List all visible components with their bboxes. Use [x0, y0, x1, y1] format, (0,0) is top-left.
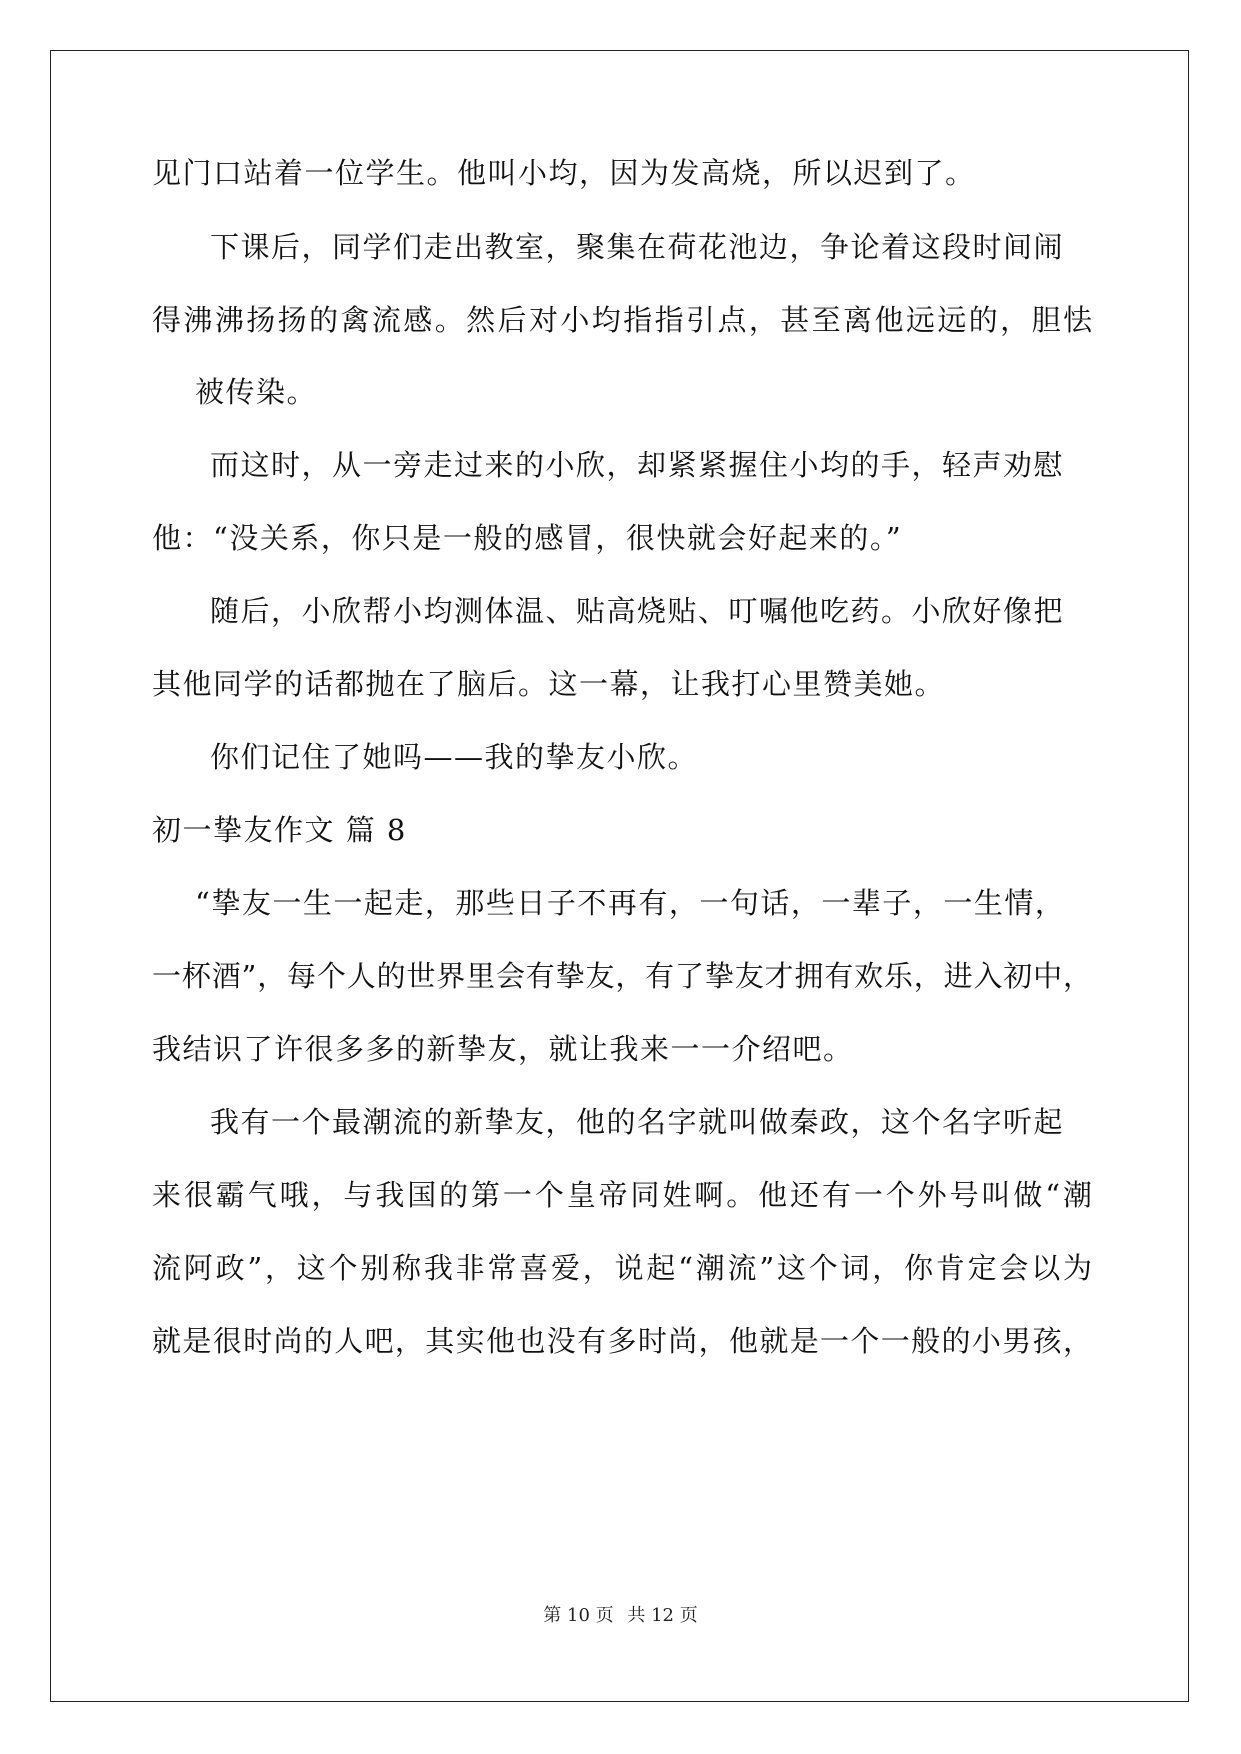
text-line: 而这时，从一旁走过来的小欣，却紧紧握住小均的手，轻声劝慰 — [210, 448, 1065, 482]
text-line: 他：“没关系，你只是一般的感冒，很快就会好起来的。” — [152, 521, 903, 555]
text-line: 见门口站着一位学生。他叫小均，因为发高烧，所以迟到了。 — [152, 156, 976, 190]
text-line: 被传染。 — [195, 375, 318, 409]
text-line: 一杯酒”，每个人的世界里会有挚友，有了挚友才拥有欢乐，进入初中， — [152, 959, 1092, 993]
page-total: 共 12 页 — [627, 1605, 698, 1626]
text-line: “挚友一生一起走，那些日子不再有，一句话，一辈子，一生情， — [195, 886, 1066, 920]
page-border — [50, 50, 1189, 1702]
text-line: 流阿政”，这个别称我非常喜爱，说起“潮流”这个词，你肯定会以为 — [152, 1251, 1092, 1285]
text-line: 我有一个最潮流的新挚友，他的名字就叫做秦政，这个名字听起 — [210, 1105, 1065, 1139]
section-heading: 初一挚友作文 篇 8 — [152, 813, 407, 847]
text-line: 随后，小欣帮小均测体温、贴高烧贴、叮嘱他吃药。小欣好像把 — [210, 594, 1065, 628]
text-line: 下课后，同学们走出教室，聚集在荷花池边，争论着这段时间闹 — [210, 230, 1065, 264]
text-line: 我结识了许很多多的新挚友，就让我来一一介绍吧。 — [152, 1032, 854, 1066]
text-line: 来很霸气哦，与我国的第一个皇帝同姓啊。他还有一个外号叫做“潮 — [152, 1178, 1092, 1212]
text-line: 其他同学的话都抛在了脑后。这一幕，让我打心里赞美她。 — [152, 667, 946, 701]
text-line: 得沸沸扬扬的禽流感。然后对小均指指引点，甚至离他远远的，胆怯 — [152, 303, 1092, 337]
text-line: 就是很时尚的人吧，其实他也没有多时尚，他就是一个一般的小男孩， — [152, 1324, 1092, 1358]
text-line: 你们记住了她吗——我的挚友小欣。 — [210, 740, 699, 774]
page-footer — [0, 1604, 1241, 1628]
page-number: 第 10 页 — [543, 1605, 614, 1626]
